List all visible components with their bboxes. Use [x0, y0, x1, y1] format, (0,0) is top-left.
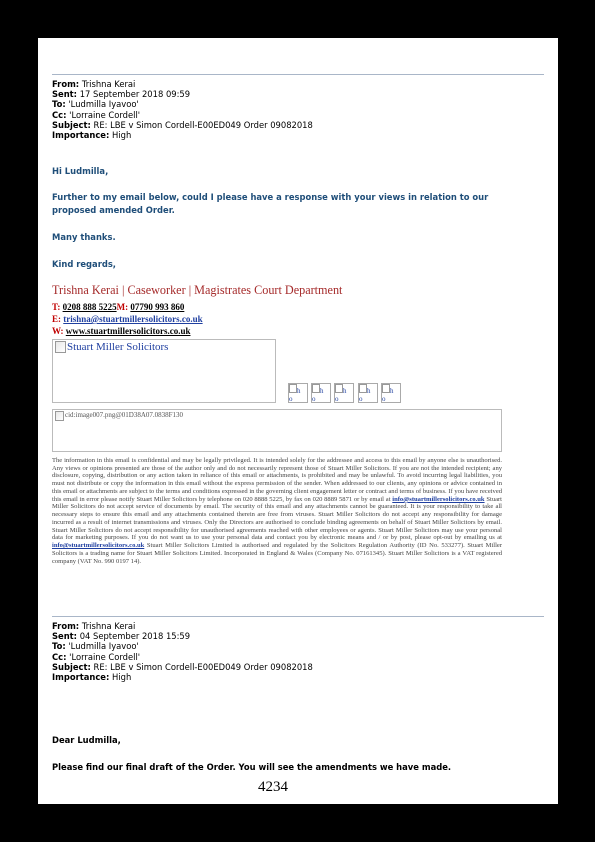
- regards-line: Kind regards,: [52, 259, 116, 269]
- email-separator: [52, 74, 544, 75]
- sent-line: Sent: 17 September 2018 09:59: [52, 89, 191, 100]
- email-separator-2: [52, 616, 544, 617]
- email-header-2: [52, 621, 313, 682]
- signature-web-line: W: www.stuartmillersolicitors.co.uk: [52, 326, 191, 336]
- email-header: [52, 79, 313, 140]
- disclaimer-email-link-2[interactable]: info@stuartmillersolicitors.co.uk: [52, 542, 145, 550]
- sent-line: Sent: 04 September 2018 15:59: [52, 631, 191, 642]
- greeting-2: Dear Ludmilla,: [52, 735, 121, 745]
- email-body: Further to my email below, could I please have a response with your views in relation to our proposed amended Order.: [52, 192, 489, 215]
- email-body-2: Please find our final draft of the Order. You will see the amendments we have made.: [52, 762, 452, 772]
- telephone-link[interactable]: 0208 888 5225: [62, 302, 117, 312]
- social-icon-1[interactable]: h o: [288, 383, 308, 403]
- social-icon-4[interactable]: h o: [358, 383, 378, 403]
- social-icon-5[interactable]: h o: [381, 383, 401, 403]
- from-line: From: Trishna Kerai: [52, 621, 136, 631]
- subject-line: Subject: RE: LBE v Simon Cordell-E00ED049 Order 09082018: [52, 661, 313, 672]
- signature-phone-line: T: 0208 888 5225M: 07790 993 860: [52, 302, 185, 312]
- to-line: To: 'Ludmilla Iyavoo': [52, 99, 139, 110]
- disclaimer-email-link-1[interactable]: info@stuartmillersolicitors.co.uk: [392, 495, 485, 503]
- document-page: [38, 38, 558, 804]
- signature-email-line: E: trishna@stuartmillersolicitors.co.uk: [52, 314, 203, 324]
- cc-line: Cc: 'Lorraine Cordell': [52, 109, 141, 120]
- broken-image-icon: [55, 341, 66, 353]
- legal-disclaimer: The information in this email is confidential and may be legally privileged. It is intended solely for the addressee and access to this email by anyone else is unauthorised. Any views or opinions presented are those of the author only and do not necessarily represent those of Stuart Miller Solicitors. If you are not the intended recipient; any disclosure, copying, distribution or any action taken in reliance of this email or attachments, is prohibited and may be unlawful. To avoid incurring legal liabilities, you must not distribute or copy the information in this email without the express permission of the sender. When addressed to our clients, any opinions or advice contained in this email or attachments are subject to the terms and conditions expressed in the governing client engagement letter or contract and terms of business. If you have received this email in error please notify Stuart Miller Solicitors by telephone on 020 8888 5225, by fax on 020 8889 5871 or by email at info@stuartmillersolicitors.co.uk Stuart Miller Solicitors do not accept service of documents by email. The security of this email and any attachments cannot be guaranteed. It is your responsibility to take all necessary steps to ensure this email and any attachments contained therein are free from viruses. Stuart Miller Solicitors do not accept any responsibility for damage incurred as a result of internet transmissions and viruses. Only the Directors are authorised to conclude binding agreements on behalf of Stuart Miller Solicitors by email. Stuart Miller Solicitors do not accept responsibility for unauthorised agreements reached with other employees or agents. Stuart Miller Solicitors may use your personal data for marketing purposes. If you do not want us to use your personal data and contact you by electronic means and / or by post, please opt-out by emailing us at info@stuartmillersolicitors.co.uk Stuart Miller Solicitors Limited is authorised and regulated by the Solicitors Regulation Authority (ID No. 533277). Stuart Miller Solicitors is a trading name for Stuart Miller Solicitors Limited. Incorporated in England & Wales (Company No. 07161345). Stuart Miller Solicitors is a VAT registered company (VAT No. 990 0197 14).: [52, 457, 502, 565]
- from-line: From: Trishna Kerai: [52, 79, 136, 89]
- to-line: To: 'Ludmilla Iyavoo': [52, 641, 139, 652]
- signature-banner-image: cid:image007.png@01D38A07.0838F130: [52, 409, 502, 452]
- broken-image-icon: [55, 411, 64, 421]
- signature-web-link[interactable]: www.stuartmillersolicitors.co.uk: [65, 326, 191, 336]
- subject-line: Subject: RE: LBE v Simon Cordell-E00ED049 Order 09082018: [52, 119, 313, 130]
- cc-line: Cc: 'Lorraine Cordell': [52, 651, 141, 662]
- page-number: 4234: [258, 779, 288, 795]
- social-icon-2[interactable]: h o: [311, 383, 331, 403]
- importance-line: Importance: High: [52, 672, 132, 683]
- signature-email-link[interactable]: trishna@stuartmillersolicitors.co.uk: [63, 314, 203, 324]
- greeting: Hi Ludmilla,: [52, 166, 109, 176]
- mobile-link[interactable]: 07790 993 860: [130, 302, 185, 312]
- importance-line: Importance: High: [52, 130, 132, 141]
- social-icon-3[interactable]: h o: [334, 383, 354, 403]
- thanks-line: Many thanks.: [52, 232, 116, 242]
- firm-logo-image: Stuart Miller Solicitors: [52, 339, 276, 403]
- signature-name: Trishna Kerai | Caseworker | Magistrates Court Department: [52, 283, 343, 297]
